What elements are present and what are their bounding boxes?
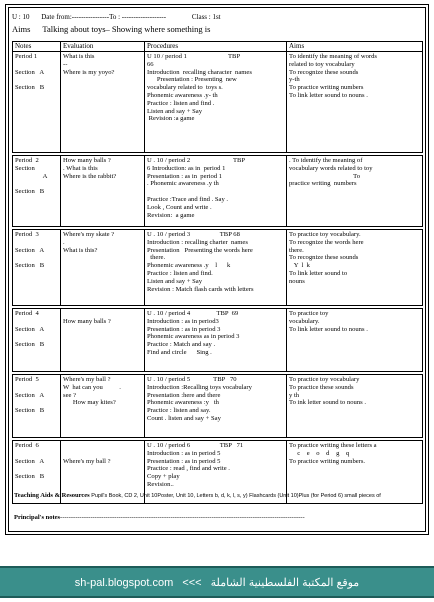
procedures-cell [145,309,287,372]
evaluation-line [63,450,142,458]
evaluation-line [63,310,142,318]
procedures-line: U . 10 / period 2 TBP [147,157,246,164]
procedures-line: Copy + play [147,473,180,481]
evaluation-cell [61,309,145,372]
procedures-line: Phonemic awareness .y- th [147,91,218,99]
principal-notes-label: Principal's notes [14,514,61,521]
notes-line: Section [15,164,35,172]
procedures-cell [145,375,287,438]
evaluation-cell [61,52,145,153]
aims-line: To recognize the words here [289,238,364,246]
procedures-line [147,188,284,196]
aims-line: To practice writing numbers. [289,457,366,465]
table-body [13,52,423,504]
evaluation-line: Where is the rabbit? [63,172,117,180]
notes-line [15,333,58,341]
notes-line [15,384,58,392]
procedures-line: 66 [147,60,154,68]
notes-line: Period 3 [15,231,39,238]
aims-line: To practice toy vocabulary. [289,231,361,238]
principal-notes [14,514,305,521]
header-evaluation: Evaluation [61,42,145,52]
procedures-cell [145,52,287,153]
procedures-line: Introduction :Recalling toys vocabulary [147,383,252,391]
notes-cell [13,52,61,153]
teaching-aids [14,492,381,499]
aims-line: related to toy vocabulary [289,60,355,68]
notes-line [15,450,58,458]
procedures-line: Presentation : as in period 3 [147,325,221,333]
aims-line: To practice toy [289,310,329,317]
notes-cell [13,230,61,306]
evaluation-line: . What is this [63,164,98,172]
procedures-line: Count . listen and say + Say [147,414,221,422]
notes-line: Period 1 [15,53,38,60]
teaching-aids-label: Teaching Aids & Resources [14,492,90,499]
site-banner [0,566,434,598]
procedures-line: Practice :Trace and find . Say . [147,195,229,203]
procedures-line: Practice : Match and say . [147,341,216,349]
procedures-cell [145,230,287,306]
procedures-line: Revision: a game [147,211,195,219]
procedures-line: Revision.. [147,480,174,488]
procedures-line: Listen and say + Say [147,277,202,285]
aims-cell [287,375,423,438]
aims-label: Aims [12,24,31,34]
procedures-line: there. [147,254,166,262]
procedures-line: . Phonemic awareness .y th [147,180,219,188]
procedures-line: Practice : listen and find . [147,99,215,107]
header-procedures: Procedures [145,42,287,52]
table-row [13,375,423,438]
notes-line: Period 5 [15,376,39,383]
procedures-line: Introduction : as in period3 [147,317,219,325]
evaluation-line: Where's my ball ? [63,457,111,465]
notes-line [15,254,58,262]
notes-cell [13,156,61,227]
aims-line: To practice toy vocabulary [289,376,360,383]
evaluation-line: How may kites? [63,399,116,407]
aims-line: To practice writing these letters a [289,442,377,449]
procedures-line: Presentation :here and there [147,391,221,399]
evaluation-line: Where's my ball ? [63,376,111,383]
aims-cell [287,309,423,372]
notes-cell [13,375,61,438]
notes-line: Period 6 [15,442,39,449]
notes-line: A [15,172,48,180]
aims-line: To practice writing numbers [289,84,364,92]
evaluation-line: see ? [63,391,76,399]
aims-cell [287,52,423,153]
notes-line [15,465,58,473]
procedures-line: U . 10 / period 4 TBP 69 [147,310,239,317]
evaluation-line: How many balls ? [63,317,111,325]
class-label: Class : 1st [191,13,221,21]
aims-line: To [289,172,361,180]
notes-line: Section B [15,84,45,92]
procedures-line: Introduction : recalling charter names [147,238,248,246]
evaluation-cell [61,375,145,438]
banner-arrows: <<< [182,577,202,589]
aims-line: To identify the meaning of words [289,53,377,60]
banner-text [0,576,434,589]
procedures-line: Look , Count and write . [147,203,212,211]
aims-cell [287,230,423,306]
aims-line: . To identify the meaning of [289,157,363,164]
aims-line: To recognize these sounds [289,254,359,262]
notes-line: Section A [15,246,45,254]
procedures-line: 6 Introduction: as in period 1 [147,164,226,172]
procedures-line: Presentation Presenting the words here [147,246,253,254]
aims-text: Talking about toys– Showing where something is [42,24,211,34]
procedures-cell [145,156,287,227]
aims-line: there. [289,246,304,254]
aims-line: To link letter sound to [289,269,348,277]
procedures-line: Listen and say + Say [147,107,202,115]
notes-line: Section B [15,188,45,196]
aims-line: To ink letter sound to nouns . [289,399,367,407]
notes-line: Section B [15,262,45,270]
procedures-line: U 10 / period 1 TBP [147,53,241,60]
table-row [13,230,423,306]
date-range: Date from:----------------To : ------------------- [41,13,167,21]
aims-line: y-th [289,76,300,84]
principal-notes-dashes: ----------------------------------------------------------------------------------------------------------------- [60,514,305,521]
aims-line: vocabulary words related to toy [289,164,373,172]
aims-cell [287,156,423,227]
aims-line: To link letter sound to nouns . [289,325,368,333]
procedures-line: Revision :a game [147,115,195,123]
notes-line [15,399,58,407]
evaluation-line: -- [63,60,68,68]
table-row [13,156,423,227]
procedures-line: Revision : Match flash cards with letters [147,285,254,293]
procedures-line: Presentation : Presenting new [147,76,237,84]
header-line [12,13,231,21]
aims-line: practice writing numbers [289,180,357,188]
notes-line: Section A [15,325,45,333]
aims-line: To practice these sounds [289,383,354,391]
table-row [13,52,423,153]
evaluation-line [63,442,142,450]
banner-arabic: موقع المكتبة الفلسطينية الشاملة [210,577,360,589]
notes-line [15,239,58,247]
aims-line: nouns [289,277,305,285]
evaluation-line: Where is my yoyo? [63,68,115,76]
aims-line: To link letter sound to nouns . [289,91,368,99]
evaluation-line: W hat can you . [63,383,121,391]
teaching-aids-text: Pupil's Book, CD 2, Unit 10Poster, Unit 10, Letters b, d, k, l, s, y) Flashcards (Unit 10)Plus (for Period 6) small pieces of [89,493,381,499]
evaluation-line: How many balls ? [63,157,111,164]
procedures-line: Phonemic awareness .y l k [147,262,231,270]
notes-cell [13,309,61,372]
evaluation-line: Where's my skate ? [63,231,115,238]
notes-line: Period 2 [15,157,39,164]
aims-line: vocabulary. [289,317,320,325]
procedures-line: Introduction : as in period 5 [147,449,221,457]
procedures-line: U . 10 / period 3 TBP 68 [147,231,240,238]
header-aims: Aims [287,42,423,52]
aims-line: Y l k [289,262,310,270]
evaluation-cell [61,156,145,227]
procedures-line: U . 10 / period 6 TBP 71 [147,442,244,449]
evaluation-line: What is this? [63,246,98,254]
aims-line: y th [289,391,300,399]
procedures-line: Introduction recalling character names [147,68,252,76]
aims-line: To recognize these sounds [289,68,359,76]
evaluation-line: . [63,238,65,246]
procedures-line: Phonemic awareness :y th [147,399,219,407]
notes-line [15,76,58,84]
notes-line: Section A [15,457,45,465]
header-notes: Notes [13,42,61,52]
notes-line: Section B [15,473,45,481]
lesson-plan-table [12,41,423,504]
procedures-line: Presentation : as in period 1 [147,172,223,180]
notes-line [15,61,58,69]
table-header-row [13,42,423,52]
aims-line: c e o d g q [289,449,350,457]
unit-label: U : 10 [12,13,30,21]
procedures-line: U . 10 / period 5 TBP 70 [147,376,237,383]
site-link[interactable]: sh-pal.blogspot.com [74,577,174,589]
notes-line: Section B [15,407,45,415]
evaluation-cell [61,230,145,306]
table-row [13,309,423,372]
aims-line [12,24,210,34]
procedures-line: Practice : listen and find. [147,269,213,277]
notes-line: Section A [15,391,45,399]
notes-line [15,180,58,188]
procedures-line: vocabulary related to toys s. [147,84,223,92]
procedures-line: Find and circle Sing . [147,348,212,356]
notes-line: Section A [15,68,45,76]
procedures-line: Phonemic awareness as in period 3 [147,333,240,341]
procedures-line: Practice : listen and say. [147,407,211,415]
notes-line [15,318,58,326]
notes-line: Section B [15,341,45,349]
procedures-line: Practice : read , find and write . [147,465,230,473]
evaluation-line: What is this [63,53,95,60]
notes-line: Period 4 [15,310,39,317]
procedures-line: Presentation : as in period 5 [147,457,221,465]
